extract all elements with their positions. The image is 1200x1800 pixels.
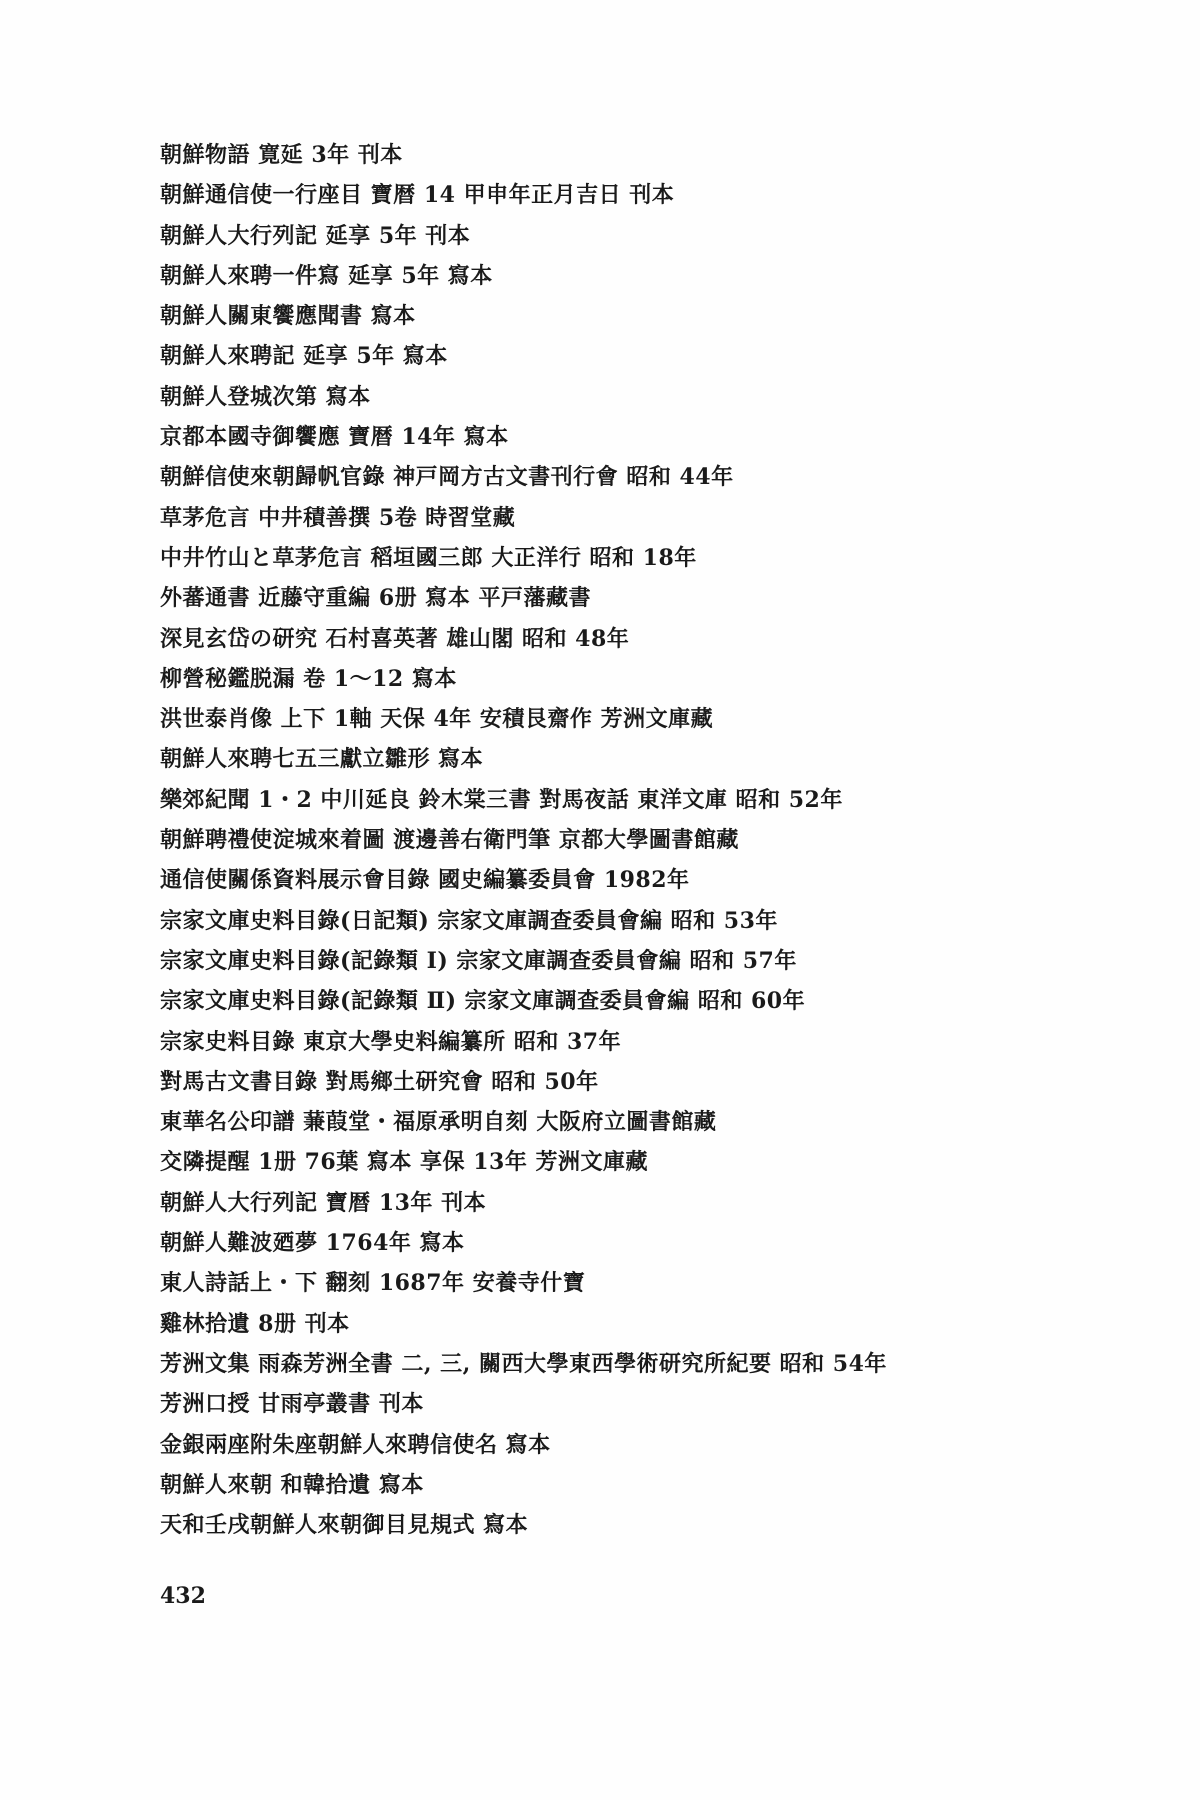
bibliography-entry: 中井竹山と草茅危言 稻垣國三郎 大正洋行 昭和 18年 bbox=[160, 544, 697, 571]
bibliography-entry: 朝鮮通信使一行座目 寶暦 14 甲申年正月吉日 刊本 bbox=[160, 182, 675, 209]
bibliography-entry: 金銀兩座附朱座朝鮮人來聘信使名 寫本 bbox=[160, 1431, 551, 1458]
bibliography-entry: 朝鮮人登城次第 寫本 bbox=[160, 383, 371, 410]
bibliography-entry: 朝鮮聘禮使淀城來着圖 渡邊善右衛門筆 京都大學圖書館藏 bbox=[160, 827, 739, 854]
bibliography-entry: 雞林拾遺 8册 刊本 bbox=[160, 1310, 350, 1337]
bibliography-entry: 通信使關係資料展示會目錄 國史編纂委員會 1982年 bbox=[160, 867, 690, 894]
bibliography-entry: 深見玄岱の研究 石村喜英著 雄山閣 昭和 48年 bbox=[160, 625, 630, 652]
bibliography-entry: 朝鮮人來朝 和韓拾遺 寫本 bbox=[160, 1471, 424, 1498]
bibliography-entry: 宗家文庫史料目錄(記錄類 Ⅰ) 宗家文庫調查委員會編 昭和 57年 bbox=[160, 947, 797, 974]
bibliography-entry: 朝鮮人來聘記 延享 5年 寫本 bbox=[160, 343, 448, 370]
bibliography-entry: 朝鮮人難波廼夢 1764年 寫本 bbox=[160, 1230, 465, 1257]
bibliography-entry: 芳洲口授 甘雨亭叢書 刊本 bbox=[160, 1391, 424, 1418]
bibliography-entry: 朝鮮人大行列記 延享 5年 刊本 bbox=[160, 222, 471, 249]
bibliography-entry: 交隣提醒 1册 76葉 寫本 享保 13年 芳洲文庫藏 bbox=[160, 1149, 648, 1176]
bibliography-entry: 宗家文庫史料目錄(日記類) 宗家文庫調查委員會編 昭和 53年 bbox=[160, 907, 778, 934]
bibliography-entry: 朝鮮物語 寛延 3年 刊本 bbox=[160, 142, 403, 168]
bibliography-entry: 朝鮮人來聘七五三獻立雛形 寫本 bbox=[160, 746, 484, 773]
bibliography-entry: 外蕃通書 近藤守重編 6册 寫本 平戸藩藏書 bbox=[160, 585, 591, 612]
bibliography-entry: 芳洲文集 雨森芳洲全書 二, 三, 關西大學東西學術研究所紀要 昭和 54年 bbox=[160, 1350, 887, 1377]
bibliography-entry: 柳營秘鑑脱漏 卷 1～12 寫本 bbox=[160, 665, 457, 692]
page-number: 432 bbox=[160, 1583, 206, 1609]
bibliography-entry: 朝鮮人大行列記 寶暦 13年 刊本 bbox=[160, 1189, 487, 1216]
bibliography-entry: 宗家文庫史料目錄(記錄類 Ⅱ) 宗家文庫調查委員會編 昭和 60年 bbox=[160, 988, 806, 1015]
bibliography-entry: 洪世泰肖像 上下 1軸 天保 4年 安積艮齋作 芳洲文庫藏 bbox=[160, 706, 714, 733]
bibliography-entry: 天和壬戌朝鮮人來朝御目見規式 寫本 bbox=[160, 1512, 529, 1539]
bibliography-entry: 東華名公印譜 蒹葭堂・福原承明自刻 大阪府立圖書館藏 bbox=[160, 1109, 717, 1136]
bibliography-entry: 宗家史料目錄 東京大學史料編纂所 昭和 37年 bbox=[160, 1028, 622, 1055]
bibliography-entry: 對馬古文書目錄 對馬鄉土研究會 昭和 50年 bbox=[160, 1068, 599, 1095]
bibliography-entry: 樂郊紀聞 1・2 中川延良 鈴木棠三書 對馬夜話 東洋文庫 昭和 52年 bbox=[160, 786, 843, 813]
bibliography-entry: 東人詩話上・下 翻刻 1687年 安養寺什寶 bbox=[160, 1270, 586, 1297]
bibliography-entry: 朝鮮人來聘一件寫 延享 5年 寫本 bbox=[160, 262, 493, 289]
bibliography-entry: 草茅危言 中井積善撰 5卷 時習堂藏 bbox=[160, 504, 516, 531]
bibliography-entry: 朝鮮信使來朝歸帆官錄 神戸岡方古文書刊行會 昭和 44年 bbox=[160, 464, 734, 491]
bibliography-entry: 朝鮮人關東饗應聞書 寫本 bbox=[160, 303, 416, 330]
bibliography-entry: 京都本國寺御饗應 寶暦 14年 寫本 bbox=[160, 424, 509, 451]
bibliography-list bbox=[160, 135, 1060, 1545]
